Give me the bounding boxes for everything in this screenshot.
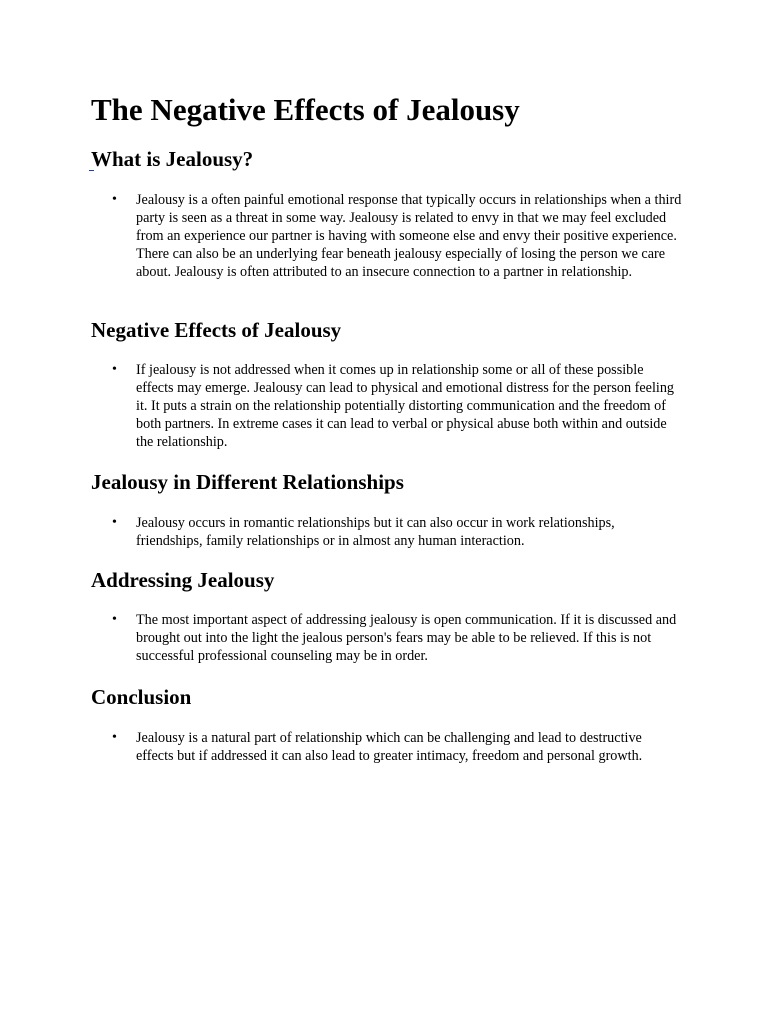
bullet-text: Jealousy occurs in romantic relationships but it can also occur in work relationships, friendships, family relationships or in almost any human interaction. (136, 515, 615, 549)
list-item (112, 191, 682, 281)
bullet-text: If jealousy is not addressed when it comes up in relationship some or all of these possible effects may emerge. Jealousy can lead to physical and emotional distress for the person feeling it. It puts a strain on the relationship potentially distorting communication and the freedom of both partners. In extreme cases it can lead to verbal or physical abuse both within and outside the relationship. (136, 362, 675, 450)
bullet-icon: • (112, 730, 117, 745)
bullet-text: Jealousy is a natural part of relationship which can be challenging and lead to destructive effects but if addressed it can also lead to greater intimacy, freedom and personal growth. (136, 730, 643, 764)
list-item (112, 729, 682, 765)
bullet-list (112, 729, 682, 765)
section-heading-different-relationships: Jealousy in Different Relationships (91, 470, 404, 494)
bullet-list (112, 514, 682, 550)
bullet-list (112, 361, 682, 451)
list-item (112, 361, 682, 451)
bullet-icon: • (112, 362, 117, 377)
section-heading-negative-effects: Negative Effects of Jealousy (91, 318, 342, 342)
section-heading-conclusion: Conclusion (91, 685, 192, 709)
document-title: The Negative Effects of Jealousy (91, 92, 520, 127)
list-item (112, 514, 682, 550)
bullet-icon: • (112, 192, 117, 207)
bullet-text: Jealousy is a often painful emotional response that typically occurs in relationships when a third party is seen as a threat in some way. Jealousy is related to envy in that we may feel excluded from an experience our partner is having with someone else and envy their positive experience. There can also be an underlying fear beneath jealousy especially of losing the person we care about. Jealousy is often attributed to an insecure connection to a partner in relationship. (136, 192, 682, 280)
bullet-text: The most important aspect of addressing jealousy is open communication. If it is discussed and brought out into the light the jealous person's fears may be able to be relieved. If this is not successful professional counseling may be in order. (136, 612, 677, 664)
bullet-icon: • (112, 515, 117, 530)
list-item (112, 611, 682, 665)
section-heading-what-is-jealousy: What is Jealousy? (91, 147, 254, 171)
bullet-list (112, 191, 682, 281)
section-heading-addressing-jealousy: Addressing Jealousy (91, 568, 275, 592)
bullet-list (112, 611, 682, 665)
bullet-icon: • (112, 612, 117, 627)
